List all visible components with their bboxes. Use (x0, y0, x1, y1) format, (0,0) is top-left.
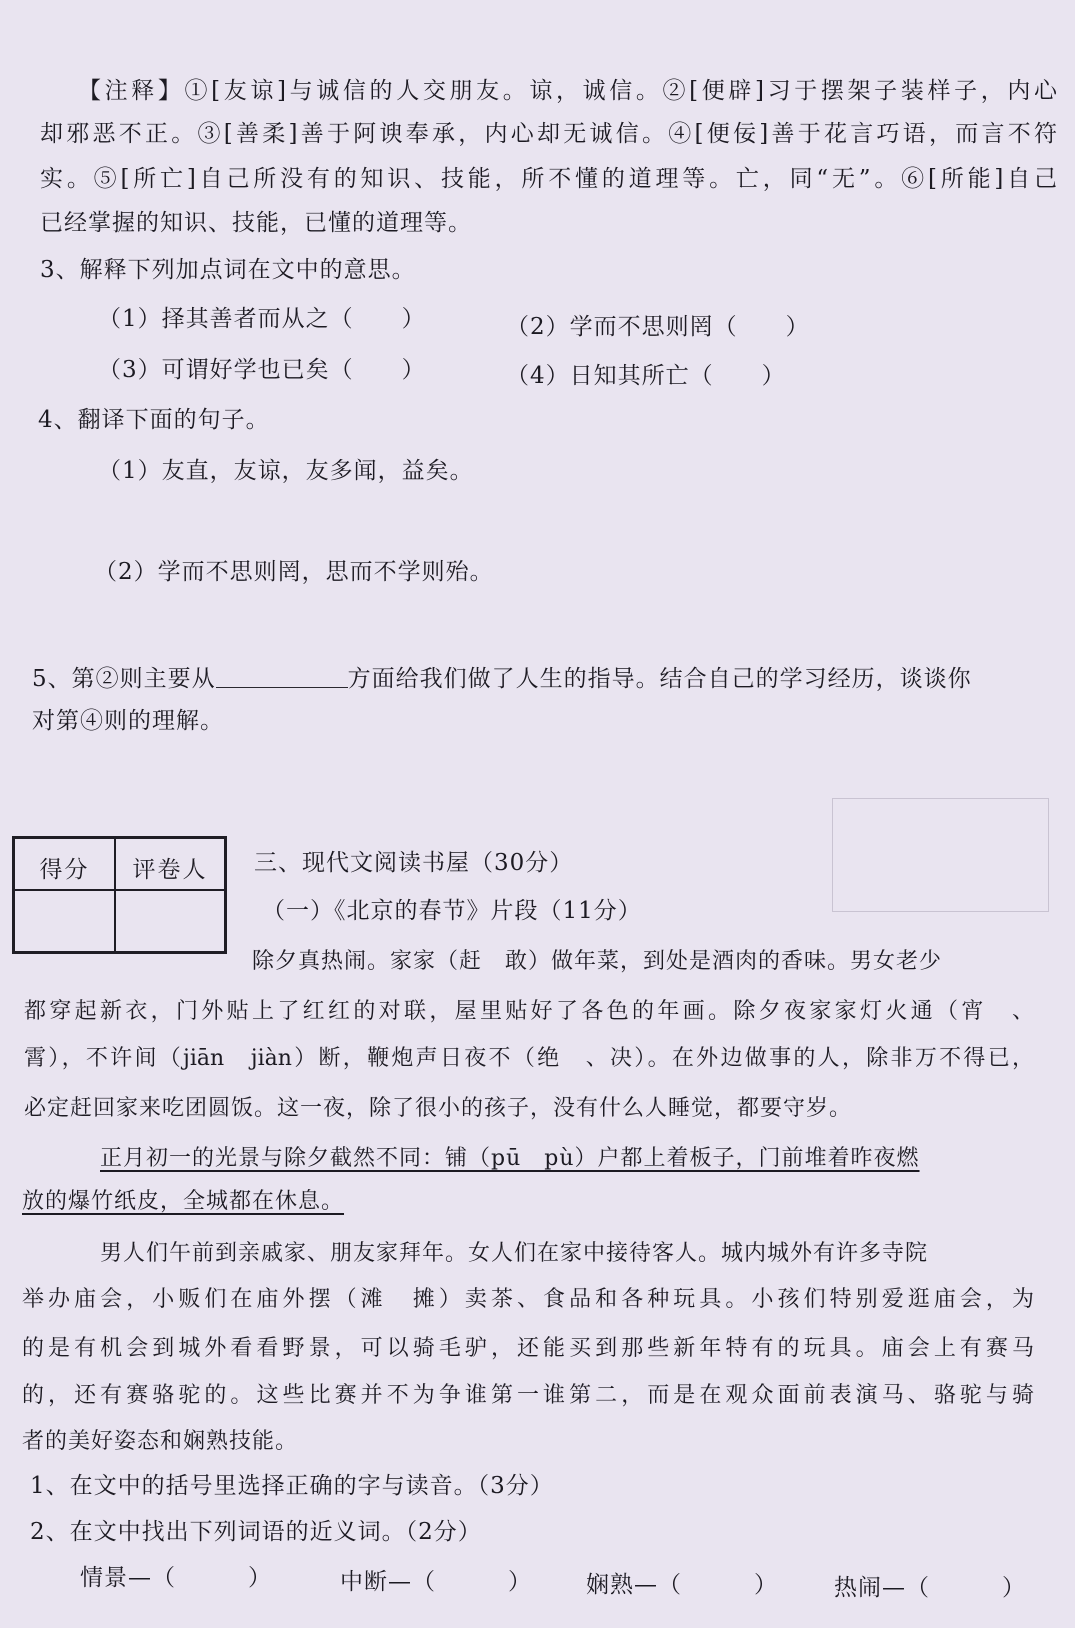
notes-line-2: 却邪恶不正。③[善柔]善于阿谀奉承，内心却无诚信。④[便佞]善于花言巧语，而言不符 (40, 121, 1058, 147)
synonym-item-1: 情景—（ ） (80, 1565, 272, 1591)
passage-p2-line-2: 放的爆竹纸皮，全城都在休息。 (22, 1189, 345, 1214)
score-table (12, 836, 227, 954)
q3-item-2: （2）学而不思则罔（ ） (506, 314, 810, 340)
passage-p3-line-4: 的，还有赛骆驼的。这些比赛并不为争谁第一谁第二，而是在观众面前表演马、骆驼与骑 (22, 1383, 1034, 1408)
passage-q1: 1、在文中的括号里选择正确的字与读音。（3分） (30, 1473, 554, 1499)
synonym-item-4: 热闹—（ ） (834, 1575, 1026, 1601)
q3-stem: 3、解释下列加点词在文中的意思。 (40, 257, 416, 283)
q5-text-end: 方面给我们做了人生的指导。结合自己的学习经历，谈谈你 (347, 666, 972, 692)
q3-item-1: （1）择其善者而从之（ ） (98, 306, 426, 332)
section3-title: 三、现代文阅读书屋（30分） (254, 850, 574, 876)
passage-p1-line-2: 都穿起新衣，门外贴上了红红的对联，屋里贴好了各色的年画。除夕夜家家灯火通（宵 、 (24, 999, 1034, 1024)
passage-p1-line-1: 除夕真热闹。家家（赶 敢）做年菜，到处是酒肉的香味。男女老少 (252, 949, 943, 974)
bleed-through-table (832, 798, 1049, 912)
q5-answer-blank[interactable] (216, 665, 348, 688)
q5-text-start: 5、第②则主要从 (32, 666, 216, 692)
section3-subtitle: （一）《北京的春节》片段（11分） (262, 898, 642, 924)
passage-p3-line-1: 男人们午前到亲戚家、朋友家拜年。女人们在家中接待客人。城内城外有许多寺院 (100, 1241, 929, 1266)
q4-item-2: （2）学而不思则罔，思而不学则殆。 (94, 559, 494, 585)
q4-item-1: （1）友直，友谅，友多闻，益矣。 (98, 458, 474, 484)
passage-p3-line-2: 举办庙会，小贩们在庙外摆（滩 摊）卖茶、食品和各种玩具。小孩们特别爱逛庙会，为 (22, 1287, 1034, 1312)
score-header-label: 得分 (39, 857, 90, 883)
grader-input-cell[interactable] (116, 891, 224, 951)
grader-header-label: 评卷人 (132, 857, 208, 883)
passage-p1-line-4: 必定赶回家来吃团圆饭。这一夜，除了很小的孩子，没有什么人睡觉，都要守岁。 (24, 1096, 853, 1121)
score-input-cell[interactable] (15, 891, 116, 951)
q4-stem: 4、翻译下面的句子。 (38, 407, 270, 433)
passage-p3-line-5: 者的美好姿态和娴熟技能。 (22, 1429, 299, 1454)
synonym-item-3: 娴熟—（ ） (586, 1572, 778, 1598)
q5-line-1 (32, 664, 972, 694)
grader-header-cell (116, 839, 224, 891)
notes-line-1: 【注释】①[友谅]与诚信的人交朋友。谅，诚信。②[便辟]习于摆架子装样子，内心 (78, 78, 1058, 104)
notes-line-4: 已经掌握的知识、技能，已懂的道理等。 (40, 210, 472, 236)
passage-p3-line-3: 的是有机会到城外看看野景，可以骑毛驴，还能买到那些新年特有的玩具。庙会上有赛马 (22, 1336, 1034, 1361)
q5-line-2: 对第④则的理解。 (32, 708, 224, 734)
notes-line-3: 实。⑤[所亡]自己所没有的知识、技能，所不懂的道理等。亡，同“无”。⑥[所能]自己 (40, 166, 1058, 192)
score-header-cell (15, 839, 116, 891)
q3-item-3: （3）可谓好学也已矣（ ） (98, 357, 426, 383)
q3-item-4: （4）日知其所亡（ ） (506, 363, 786, 389)
passage-p2-line-1: 正月初一的光景与除夕截然不同：铺（pū pù）户都上着板子，门前堆着昨夜燃 (100, 1146, 920, 1171)
passage-q2: 2、在文中找出下列词语的近义词。（2分） (30, 1519, 482, 1545)
synonym-item-2: 中断—（ ） (340, 1569, 532, 1595)
passage-p1-line-3: 霄），不许间（jiān jiàn）断，鞭炮声日夜不（绝 、决）。在外边做事的人，除非万不得已， (24, 1046, 1034, 1071)
